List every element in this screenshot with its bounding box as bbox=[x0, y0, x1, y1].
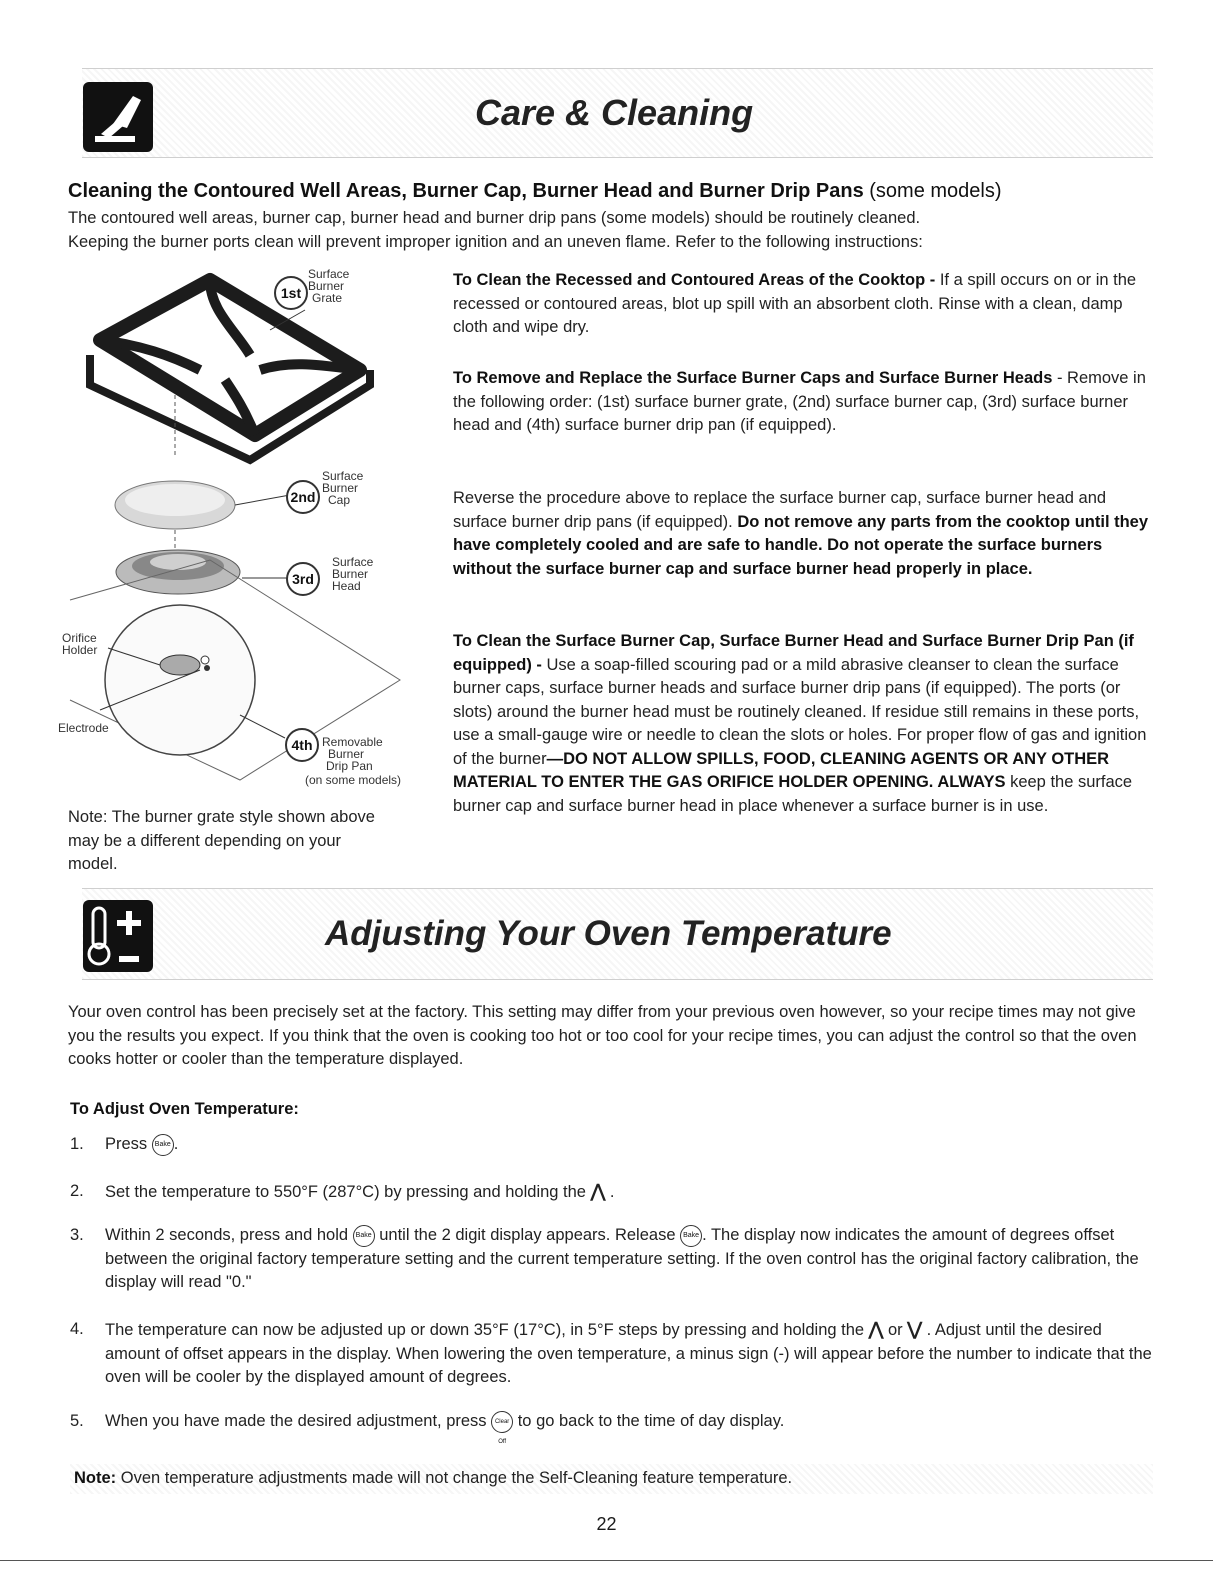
temperature-note bbox=[74, 1467, 792, 1491]
step4-text-a: The temperature can now be adjusted up or down 35°F (17°C), in 5°F steps by pressing and holding the bbox=[105, 1321, 869, 1339]
label-surface-burner-cap bbox=[322, 470, 363, 506]
bake-key-icon: Bake bbox=[152, 1134, 174, 1156]
step3-text-c: . The display now indicates the amount of degrees offset between the original factory temperature setting and the current temperature setting. If the oven control has the original factory calibration, the display will read "0." bbox=[105, 1226, 1139, 1291]
label-4a: Removable bbox=[322, 735, 383, 749]
care-cleaning-title: Care & Cleaning bbox=[475, 92, 754, 133]
cleaning-heading bbox=[68, 180, 1002, 203]
adjust-subheading: To Adjust Oven Temperature: bbox=[70, 1100, 299, 1118]
para3-bold: Do not remove any parts from the cooktop until they have completely cooled and are safe to handle. Do not operate the surface burners without the surface burner cap and surface burner head properly in place. bbox=[453, 512, 1149, 578]
label-3a: Surface bbox=[332, 555, 374, 569]
para2-bold: To Remove and Replace the Surface Burner Caps and Surface Burner Heads bbox=[453, 369, 1053, 387]
step-badge-1st: 1st bbox=[274, 276, 308, 310]
gloved-hand-cleaning-icon bbox=[83, 82, 153, 152]
label-removable-drip-pan bbox=[322, 736, 383, 772]
label-3b: Burner bbox=[332, 567, 369, 581]
burner-exploded-diagram bbox=[60, 260, 410, 790]
step3-text-a: Within 2 seconds, press and hold bbox=[105, 1226, 353, 1244]
step4-text-c: . Adjust until the desired amount of offset appears in the display. When lowering the oven temperature, a minus sign (-) will appear before the number to indicate that the oven will be cooler by the displayed amount of degrees. bbox=[105, 1321, 1152, 1386]
cleaning-intro-line2: Keeping the burner ports clean will prevent improper ignition and an uneven flame. Refer to the following instructions: bbox=[68, 233, 923, 251]
para1-text: If a spill occurs on or in the recessed or contoured areas, blot up spill with an absorbent cloth. Rinse with a clean, damp cloth and wipe dry. bbox=[453, 271, 1137, 336]
step4-number: 4. bbox=[70, 1320, 84, 1338]
label-orifice-holder bbox=[62, 632, 97, 656]
label-3c: Head bbox=[332, 579, 361, 593]
label-4b: Burner bbox=[328, 747, 365, 761]
thermometer-plus-minus-icon bbox=[83, 900, 153, 972]
label-orifice-a: Orifice bbox=[62, 631, 97, 645]
label-orifice-b: Holder bbox=[62, 643, 98, 657]
step3-number: 3. bbox=[70, 1226, 84, 1244]
para3-text: Reverse the procedure above to replace the surface burner cap, surface burner head and surface burner drip pans (if equipped). bbox=[453, 489, 1107, 531]
label-4c: Drip Pan bbox=[326, 759, 373, 773]
step4-text-b: or bbox=[883, 1321, 908, 1339]
adjust-temperature-title: Adjusting Your Oven Temperature bbox=[325, 914, 892, 953]
up-arrow-icon: ⋀ bbox=[590, 1181, 606, 1201]
step-badge-2nd: 2nd bbox=[286, 480, 320, 514]
label-2a: Surface bbox=[322, 469, 364, 483]
step1-number: 1. bbox=[70, 1135, 84, 1153]
note-label: Note: bbox=[74, 1469, 117, 1487]
label-electrode: Electrode bbox=[58, 721, 109, 735]
up-arrow-icon: ⋀ bbox=[868, 1319, 884, 1339]
label-4d: (on some models) bbox=[305, 773, 402, 787]
para-recessed-areas bbox=[453, 269, 1153, 340]
cleaning-intro-line1: The contoured well areas, burner cap, burner head and burner drip pans (some models) should be routinely cleaned. bbox=[68, 209, 921, 227]
para4-bold2: —DO NOT ALLOW SPILLS, FOOD, CLEANING AGENTS OR ANY OTHER MATERIAL TO ENTER THE GAS ORIFICE HOLDER OPENING. ALWAYS bbox=[453, 749, 1110, 791]
step1-text-b: . bbox=[173, 1135, 179, 1153]
label-1a: Surface bbox=[308, 267, 350, 281]
step5-text-a: When you have made the desired adjustment, press bbox=[105, 1412, 492, 1430]
cleaning-heading-text: Cleaning the Contoured Well Areas, Burner Cap, Burner Head and Burner Drip Pans bbox=[68, 180, 864, 202]
step5-number: 5. bbox=[70, 1412, 84, 1430]
label-2c: Cap bbox=[328, 493, 351, 507]
bake-key-icon: Bake bbox=[353, 1225, 375, 1247]
bake-key-icon: Bake bbox=[680, 1225, 702, 1247]
page-number: 22 bbox=[596, 1514, 617, 1534]
para-remove-replace bbox=[453, 367, 1153, 438]
para4-text2: keep the surface burner cap and surface burner head in place whenever a surface burner is in use. bbox=[453, 773, 1133, 815]
burner-diagram-art bbox=[60, 260, 410, 790]
step2-number: 2. bbox=[70, 1182, 84, 1200]
label-surface-burner-grate bbox=[308, 268, 349, 304]
para-reverse bbox=[453, 487, 1153, 581]
step2-text-b: . bbox=[605, 1183, 615, 1201]
label-2b: Burner bbox=[322, 481, 359, 495]
step1-text-a: Press bbox=[105, 1135, 152, 1153]
label-1c: Grate bbox=[312, 291, 343, 305]
para-clean-burner bbox=[453, 630, 1153, 818]
adjust-intro: Your oven control has been precisely set at the factory. This setting may differ from your previous oven however, so your recipe times may not give you the results you expect. If you think that the oven is cooking too hot or too cool for your recipe times, you can adjust the control so that the oven cooks hotter or cooler than the temperature displayed. bbox=[68, 1003, 1137, 1068]
diagram-note: Note: The burner grate style shown above may be a different depending on your model. bbox=[68, 808, 375, 873]
para1-bold: To Clean the Recessed and Contoured Areas of the Cooktop - bbox=[453, 271, 936, 289]
label-surface-burner-head bbox=[332, 556, 373, 592]
step3-text-b: until the 2 digit display appears. Release bbox=[374, 1226, 681, 1244]
step2-text-a: Set the temperature to 550°F (287°C) by pressing and holding the bbox=[105, 1183, 591, 1201]
down-arrow-icon: ⋁ bbox=[907, 1319, 923, 1339]
para4-text: Use a soap-filled scouring pad or a mild abrasive cleanser to clean the surface burner caps, surface burner heads and surface burner drip pans (if equipped). The ports (or slots) around the burner head must be routinely cleaned. If residue still remains in these ports, use a small-gauge wire or needle to clean the slots or holes. For proper flow of gas and ignition of the burner bbox=[453, 655, 1147, 768]
step-badge-4th: 4th bbox=[285, 728, 319, 762]
step-badge-3rd: 3rd bbox=[286, 562, 320, 596]
clear-off-key-icon: Clear Off bbox=[491, 1411, 513, 1433]
cleaning-heading-suffix: (some models) bbox=[869, 180, 1002, 202]
step5-text-b: to go back to the time of day display. bbox=[513, 1412, 785, 1430]
note-text: Oven temperature adjustments made will not change the Self-Cleaning feature temperature. bbox=[116, 1469, 793, 1487]
para2-text: - Remove in the following order: (1st) surface burner grate, (2nd) surface burner cap, (3rd) surface burner head and (4th) surface burner drip pan (if equipped). bbox=[453, 369, 1146, 434]
label-1b: Burner bbox=[308, 279, 345, 293]
bottom-rule bbox=[0, 1560, 1213, 1561]
para4-bold: To Clean the Surface Burner Cap, Surface Burner Head and Surface Burner Drip Pan (if equipped) - bbox=[453, 632, 1134, 674]
